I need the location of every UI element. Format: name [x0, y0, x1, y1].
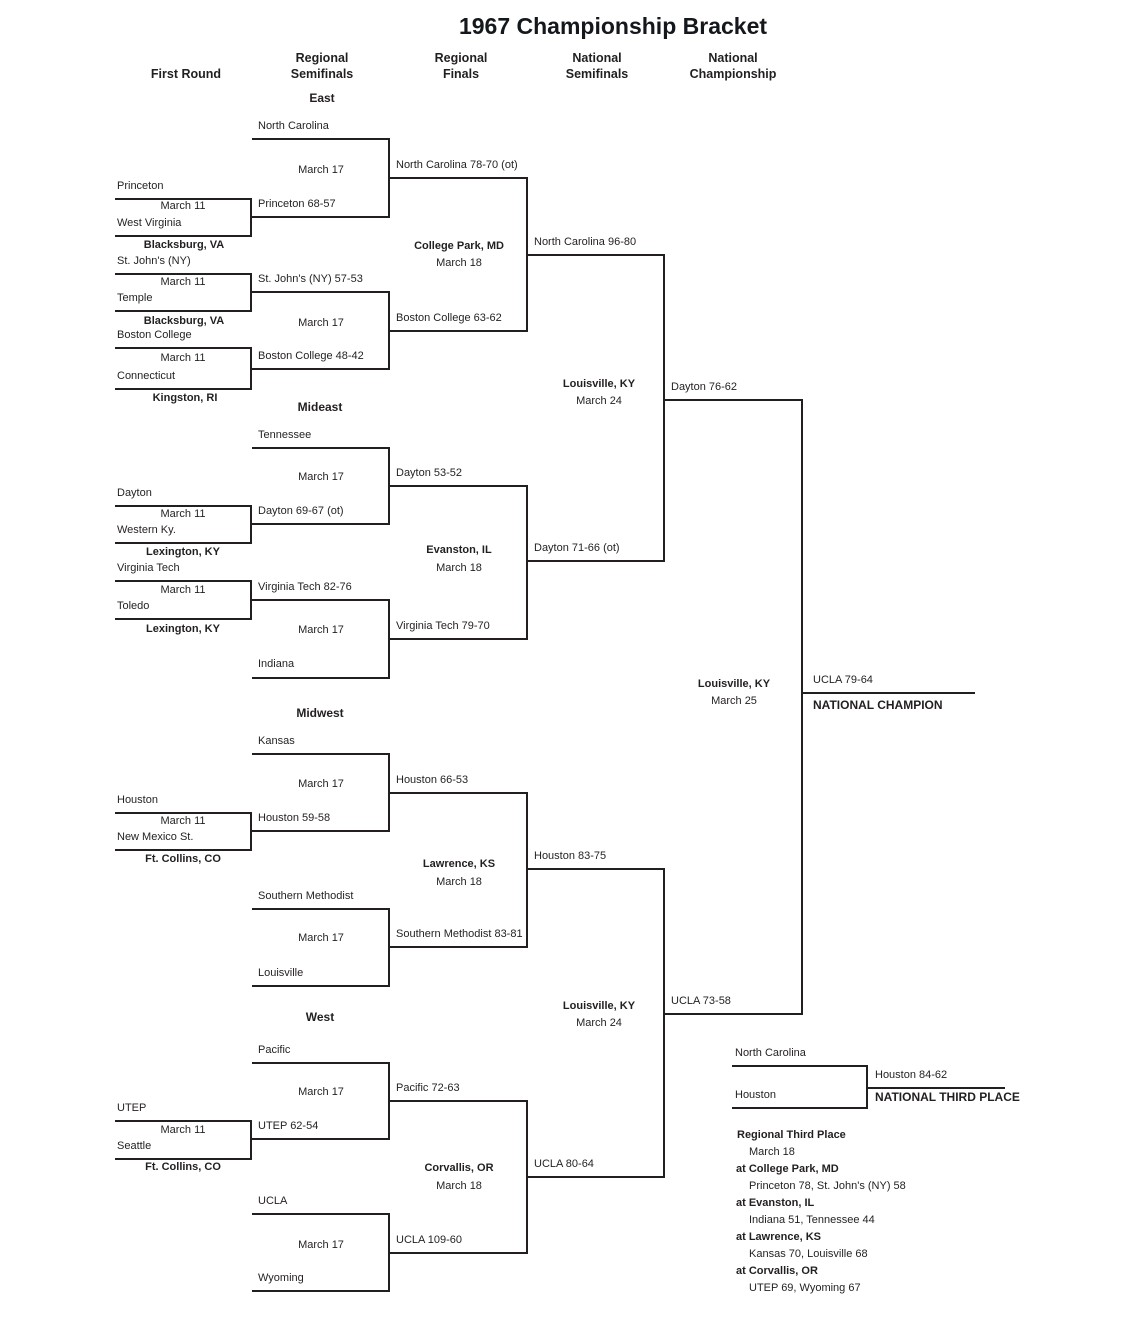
west-fr1-date-label: March 11 [160, 1124, 206, 1136]
west-final-date-label: March 18 [436, 1180, 482, 1192]
midwest-fr1-team1-line [115, 812, 252, 814]
midwest-sf1-winner-line [390, 792, 528, 794]
east-fr2-winner-line [252, 291, 390, 293]
east-final-site-label: College Park, MD [414, 240, 504, 252]
natsemi1-winner-line [665, 399, 803, 401]
mideast-sf2-winner-line [390, 638, 528, 640]
west-fr1-connector [250, 1120, 252, 1160]
east-fr1-team2-line [115, 235, 252, 237]
east-sf1-date-label: March 17 [298, 164, 344, 176]
midwest-bye3-line [252, 985, 390, 987]
mideast-fr1-team1-line [115, 505, 252, 507]
midwest-sf2-winner-label: Southern Methodist 83-81 [396, 928, 523, 940]
natsemi2-connector-top [663, 868, 665, 1015]
west-bye3-label: Wyoming [258, 1272, 304, 1284]
east-sf2-winner-line [390, 330, 528, 332]
national-third-place-label: NATIONAL THIRD PLACE [875, 1090, 1020, 1104]
third-place-team1-label: North Carolina [735, 1047, 806, 1059]
mideast-bye2-label: Indiana [258, 658, 295, 670]
west-fr1-team2-line [115, 1158, 252, 1160]
col-header-first-round: First Round [150, 67, 222, 81]
third-place-team1-line [732, 1065, 868, 1067]
east-fr2-site-label: Blacksburg, VA [143, 315, 225, 327]
midwest-bye2-line [252, 908, 390, 910]
mideast-fr2-team2-line [115, 618, 252, 620]
natsemi1-connector-bottom [663, 399, 665, 562]
regional-third-place-date: March 18 [749, 1146, 795, 1158]
mideast-final-winner-label: Dayton 71-66 (ot) [534, 542, 620, 554]
mideast-bye2-line [252, 677, 390, 679]
east-fr3-team1-label: Boston College [117, 329, 192, 341]
championship-site-label: Louisville, KY [697, 678, 771, 690]
col-header-regional-finals: Regional Finals [434, 51, 488, 81]
mideast-fr2-team1-line [115, 580, 252, 582]
east-sf1-winner-label: North Carolina 78-70 (ot) [396, 159, 518, 171]
natsemi1-date-label: March 24 [576, 395, 622, 407]
east-fr3-team2-label: Connecticut [117, 370, 176, 382]
rtp-game4-result: UTEP 69, Wyoming 67 [749, 1282, 861, 1294]
midwest-fr1-team1-label: Houston [117, 794, 158, 806]
midwest-sf1-winner-label: Houston 66-53 [396, 774, 469, 786]
west-sf1-winner-line [390, 1100, 528, 1102]
east-fr2-winner-label: St. John's (NY) 57-53 [258, 273, 363, 285]
third-place-team2-line [732, 1107, 868, 1109]
east-fr1-winner-line [252, 216, 390, 218]
midwest-bye1-label: Kansas [258, 735, 295, 747]
mideast-sf2-winner-label: Virginia Tech 79-70 [396, 620, 490, 632]
mideast-fr2-winner-label: Virginia Tech 82-76 [258, 581, 352, 593]
rtp-game3-site: at Lawrence, KS [736, 1231, 821, 1243]
west-fr1-team2-label: Seattle [117, 1140, 152, 1152]
region-label-midwest: Midwest [296, 706, 344, 720]
east-fr2-team1-label: St. John's (NY) [117, 255, 191, 267]
championship-winner-line [803, 692, 975, 694]
east-fr3-team1-line [115, 347, 252, 349]
west-fr1-team1-label: UTEP [117, 1102, 147, 1114]
rtp-game2-site: at Evanston, IL [736, 1197, 815, 1209]
east-fr3-date-label: March 11 [160, 352, 206, 364]
region-label-west: West [305, 1010, 335, 1024]
midwest-final-winner-label: Houston 83-75 [534, 850, 607, 862]
midwest-bye3-label: Louisville [258, 967, 304, 979]
col-header-national-semifinals: National Semifinals [565, 51, 629, 81]
east-fr3-site-label: Kingston, RI [152, 392, 218, 404]
natsemi2-connector-bottom [663, 1013, 665, 1178]
east-fr3-team2-line [115, 388, 252, 390]
mideast-final-winner-line [528, 560, 665, 562]
third-place-winner-line [868, 1087, 1005, 1089]
east-fr1-winner-label: Princeton 68-57 [258, 198, 336, 210]
west-bye2-label: UCLA [258, 1195, 288, 1207]
rtp-game3-result: Kansas 70, Louisville 68 [749, 1248, 868, 1260]
mideast-fr2-team1-label: Virginia Tech [117, 562, 180, 574]
mideast-sf2-date-label: March 17 [298, 624, 344, 636]
east-fr3-winner-label: Boston College 48-42 [258, 350, 364, 362]
rtp-game1-result: Princeton 78, St. John's (NY) 58 [749, 1180, 906, 1192]
east-fr1-site-label: Blacksburg, VA [143, 239, 225, 251]
championship-winner-label: UCLA 79-64 [813, 674, 873, 686]
mideast-sf1-winner-line [390, 485, 528, 487]
natsemi1-winner-label: Dayton 76-62 [671, 381, 738, 393]
mideast-fr1-date-label: March 11 [160, 508, 206, 520]
midwest-fr1-site-label: Ft. Collins, CO [145, 853, 221, 865]
mideast-fr1-winner-line [252, 523, 390, 525]
natsemi2-winner-line [665, 1013, 803, 1015]
mideast-fr1-site-label: Lexington, KY [146, 546, 220, 558]
west-final-winner-line [528, 1176, 665, 1178]
west-bye1-label: Pacific [258, 1044, 291, 1056]
east-bye1-line [252, 138, 390, 140]
west-final-site-label: Corvallis, OR [424, 1162, 494, 1174]
col-header-regional-semifinals: Regional Semifinals [290, 51, 354, 81]
mideast-fr2-date-label: March 11 [160, 584, 206, 596]
west-sf2-date-label: March 17 [298, 1239, 344, 1251]
mideast-fr1-winner-label: Dayton 69-67 (ot) [258, 505, 344, 517]
midwest-bye1-line [252, 753, 390, 755]
mideast-fr2-team2-label: Toledo [117, 600, 150, 612]
midwest-fr1-team2-line [115, 849, 252, 851]
mideast-bye1-label: Tennessee [258, 429, 312, 441]
west-final-winner-label: UCLA 80-64 [534, 1158, 594, 1170]
rtp-game4-site: at Corvallis, OR [736, 1265, 818, 1277]
east-bye1-label: North Carolina [258, 120, 329, 132]
west-sf2-winner-label: UCLA 109-60 [396, 1234, 463, 1246]
mideast-fr2-winner-line [252, 599, 390, 601]
east-final-date-label: March 18 [436, 257, 482, 269]
west-bye1-line [252, 1062, 390, 1064]
championship-date-label: March 25 [711, 695, 757, 707]
midwest-fr1-team2-label: New Mexico St. [117, 831, 194, 843]
region-label-east: East [309, 91, 335, 105]
east-fr2-date-label: March 11 [160, 276, 206, 288]
midwest-final-winner-line [528, 868, 665, 870]
east-final-winner-label: North Carolina 96-80 [534, 236, 637, 248]
east-final-winner-line [528, 254, 665, 256]
midwest-sf2-date-label: March 17 [298, 932, 344, 944]
natsemi2-winner-label: UCLA 73-58 [671, 995, 731, 1007]
midwest-final-date-label: March 18 [436, 876, 482, 888]
mideast-sf1-winner-label: Dayton 53-52 [396, 467, 463, 479]
west-fr1-team1-line [115, 1120, 252, 1122]
regional-third-place-title: Regional Third Place [737, 1129, 846, 1141]
midwest-sf2-winner-line [390, 946, 528, 948]
third-place-winner-label: Houston 84-62 [875, 1069, 948, 1081]
east-fr3-winner-line [252, 368, 390, 370]
mideast-fr1-team1-label: Dayton [117, 487, 152, 499]
east-fr1-team1-label: Princeton [117, 180, 164, 192]
west-sf1-date-label: March 17 [298, 1086, 344, 1098]
mideast-fr2-site-label: Lexington, KY [146, 623, 220, 635]
midwest-fr1-date-label: March 11 [160, 815, 206, 827]
page-title: 1967 Championship Bracket [458, 13, 768, 39]
mideast-final-connector [526, 485, 528, 640]
championship-connector [801, 399, 803, 1015]
east-fr1-date-label: March 11 [160, 200, 206, 212]
midwest-final-site-label: Lawrence, KS [422, 858, 496, 870]
third-place-team2-label: Houston [735, 1089, 776, 1101]
east-sf2-winner-label: Boston College 63-62 [396, 312, 502, 324]
east-fr2-team2-line [115, 310, 252, 312]
mideast-sf1-date-label: March 17 [298, 471, 344, 483]
west-fr1-winner-label: UTEP 62-54 [258, 1120, 319, 1132]
mideast-bye1-line [252, 447, 390, 449]
west-sf2-winner-line [390, 1252, 528, 1254]
east-sf1-winner-line [390, 177, 528, 179]
region-label-mideast: Mideast [297, 400, 343, 414]
col-header-national-championship: National Championship [689, 51, 777, 81]
west-sf1-winner-label: Pacific 72-63 [396, 1082, 460, 1094]
natsemi2-date-label: March 24 [576, 1017, 622, 1029]
mideast-final-site-label: Evanston, IL [426, 544, 492, 556]
mideast-fr1-team2-line [115, 542, 252, 544]
natsemi1-connector-top [663, 254, 665, 401]
midwest-fr1-winner-line [252, 830, 390, 832]
east-fr1-team2-label: West Virginia [117, 217, 182, 229]
midwest-fr1-winner-label: Houston 59-58 [258, 812, 331, 824]
midwest-final-connector [526, 792, 528, 948]
rtp-game2-result: Indiana 51, Tennessee 44 [749, 1214, 875, 1226]
west-bye3-line [252, 1290, 390, 1292]
east-fr2-team1-line [115, 273, 252, 275]
mideast-fr1-team2-label: Western Ky. [117, 524, 176, 536]
east-sf2-date-label: March 17 [298, 317, 344, 329]
natsemi2-site-label: Louisville, KY [562, 1000, 636, 1012]
west-fr1-site-label: Ft. Collins, CO [145, 1161, 221, 1173]
mideast-final-date-label: March 18 [436, 562, 482, 574]
west-bye2-line [252, 1213, 390, 1215]
midwest-sf1-date-label: March 17 [298, 778, 344, 790]
national-champion-label: NATIONAL CHAMPION [813, 698, 943, 712]
west-fr1-winner-line [252, 1138, 390, 1140]
natsemi1-site-label: Louisville, KY [562, 378, 636, 390]
rtp-game1-site: at College Park, MD [736, 1163, 839, 1175]
midwest-bye2-label: Southern Methodist [258, 890, 354, 902]
east-fr2-team2-label: Temple [117, 292, 153, 304]
